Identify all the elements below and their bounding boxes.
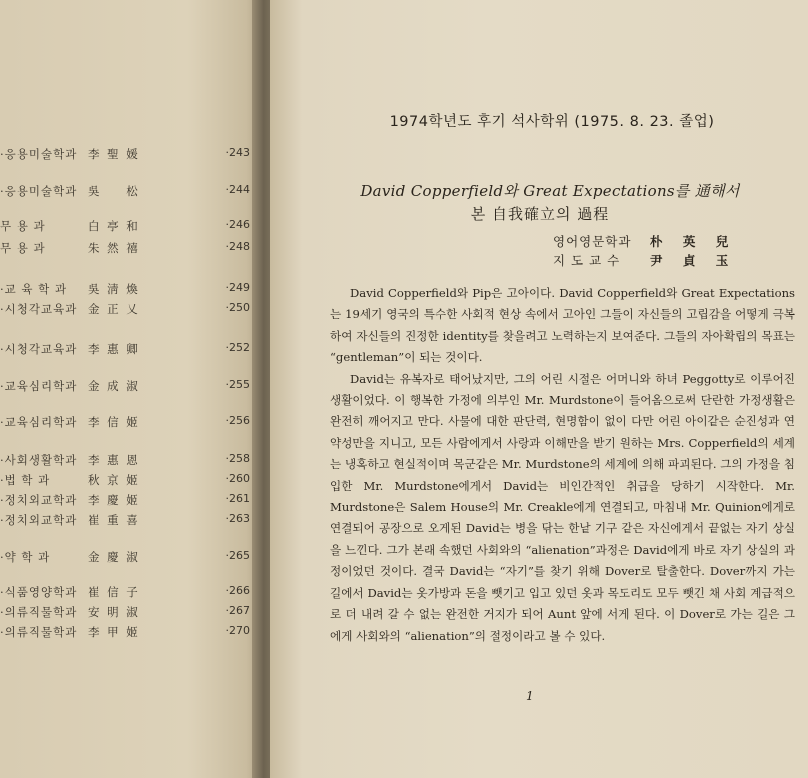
toc-entry <box>0 183 250 199</box>
toc-entry <box>0 301 250 317</box>
right-page <box>270 0 808 778</box>
toc-name: 崔 重 喜 <box>88 513 140 527</box>
toc-dept: ·사회생활학과 <box>0 453 78 467</box>
toc-name: 李 甲 姬 <box>88 625 140 639</box>
author-dept: 영어영문학과 <box>553 234 632 249</box>
toc-name: 朱 然 禧 <box>88 241 140 255</box>
toc-entry <box>0 549 250 565</box>
toc-name: 崔 信 子 <box>88 585 140 599</box>
toc-page-number: ·246 <box>225 218 250 231</box>
toc-page-number: ·270 <box>225 624 250 637</box>
toc-page-number: ·258 <box>225 452 250 465</box>
toc-name: 李 慶 姬 <box>88 493 140 507</box>
left-page <box>0 0 268 778</box>
advisor-name: 尹 貞 玉 <box>650 253 737 268</box>
toc-page-number: ·250 <box>225 301 250 314</box>
toc-page-number: ·256 <box>225 414 250 427</box>
toc-page-number: ·252 <box>225 341 250 354</box>
toc-entry <box>0 240 250 256</box>
toc-entry <box>0 218 250 234</box>
toc-dept: ·응용미술학과 <box>0 147 78 161</box>
toc-name: 李 惠 卿 <box>88 342 140 356</box>
page-number: 1 <box>526 689 534 703</box>
toc-dept: ·식품영양학과 <box>0 585 78 599</box>
toc-entry <box>0 624 250 640</box>
page-heading: 1974학년도 후기 석사학위 (1975. 8. 23. 졸업) <box>389 114 715 130</box>
toc-dept: ·의류직물학과 <box>0 605 78 619</box>
toc-entry <box>0 604 250 620</box>
toc-dept: ·교육심리학과 <box>0 379 78 393</box>
thesis-title-line1: David Copperfield와 Great Expectations를 通해서 <box>360 182 740 200</box>
toc-dept: ·교육심리학과 <box>0 415 78 429</box>
toc-name: 金 成 淑 <box>88 379 140 393</box>
toc-entry <box>0 414 250 430</box>
toc-page-number: ·249 <box>225 281 250 294</box>
toc-entry <box>0 146 250 162</box>
toc-entry <box>0 584 250 600</box>
toc-entry <box>0 281 250 297</box>
toc-dept: ·의류직물학과 <box>0 625 78 639</box>
toc-dept: ·응용미술학과 <box>0 184 78 198</box>
toc-dept: ·교 육 학 과 <box>0 282 68 296</box>
thesis-title-line2: 본 自我確立의 過程 <box>470 205 610 223</box>
toc-dept: ·정치외교학과 <box>0 493 78 507</box>
toc-page-number: ·266 <box>225 584 250 597</box>
toc-name: 吳 松 <box>88 184 140 198</box>
toc-page-number: ·248 <box>225 240 250 253</box>
toc-page-number: ·267 <box>225 604 250 617</box>
toc-dept: 무 용 과 <box>0 241 46 255</box>
toc-page-number: ·243 <box>225 146 250 159</box>
toc-entry <box>0 452 250 468</box>
toc-name: 金 正 乂 <box>88 302 140 316</box>
toc-dept: ·약 학 과 <box>0 550 51 564</box>
toc-entry <box>0 472 250 488</box>
toc-name: 吳 淸 煥 <box>88 282 140 296</box>
toc-entry <box>0 492 250 508</box>
paragraph-1: David Copperfield와 Pip은 고아이다. David Copperfield와 Great Expectations는 19세기 영국의 특수한 사회적 현상 속에서 고아인 그들이 자신들의 고립감을 어떻게 극복하여 자신들의 진정한 identity를 찾을려고 노력하는지 보여준다. 그들의 자아확립의 목표는 “gentleman”이 되는 것이다. <box>330 286 795 365</box>
advisor-label: 지 도 교 수 <box>553 253 621 268</box>
toc-entry <box>0 341 250 357</box>
toc-name: 安 明 淑 <box>88 605 140 619</box>
toc-entry <box>0 512 250 528</box>
toc-name: 李 聖 媛 <box>88 147 140 161</box>
toc-dept: ·시청각교육과 <box>0 302 78 316</box>
toc-entry <box>0 378 250 394</box>
toc-page-number: ·261 <box>225 492 250 505</box>
toc-page-number: ·244 <box>225 183 250 196</box>
toc-name: 李 惠 恩 <box>88 453 140 467</box>
body-text <box>330 283 795 647</box>
toc-name: 白 亭 和 <box>88 219 140 233</box>
toc-dept: 무 용 과 <box>0 219 46 233</box>
toc-name: 李 信 姬 <box>88 415 140 429</box>
paragraph-2: David는 유복자로 태어났지만, 그의 어린 시절은 어머니와 하녀 Peggotty로 이루어진 생활이었다. 이 행복한 가정에 의부인 Mr. Murdstone이 들어옴으로써 단란한 가정생활은 완전히 깨어지고 만다. 사물에 대한 판단력, 현명함이 없이 다만 어린 아이같은 순진성과 연약성만을 지니고, 모든 사람에게서 사랑과 이해만을 받기 원하는 Mrs. Copperfield의 세계는 냉혹하고 현실적이며 목군같은 Mr. Murdstone의 세계에 의해 파괴된다. 그의 가정을 침입한 Mr. Murdstone에게서 David는 비인간적인 취급을 당하기 시작한다. Mr. Murdstone은 Salem House의 Mr. Creakle에게 연결되고, 마침내 Mr. Quinion에게로 연결되어 공장으로 오게된 David는 병을 닦는 한낱 기구 같은 자신에게서 끝없는 자기 상실을 느낀다. 그가 본래 속했던 사회와의 “alienation”과정은 David에게 바로 자기 상실의 과정이었던 것이다. 결국 David는 “자기”를 찾기 위해 Dover로 탈출한다. Dover까지 가는 길에서 David는 옷가방과 돈을 뺏기고 입고 있던 옷과 목도리도 모두 뺏긴 채 사회 계급적으로 더 내려 갈 수 없는 완전한 거지가 되어 Aunt 앞에 서게 된다. 이 Dover로 가는 길은 그에게 사회와의 “alienation”의 절정이라고 볼 수 있다. <box>330 371 795 643</box>
toc-page-number: ·263 <box>225 512 250 525</box>
advisor-row <box>553 251 753 269</box>
toc-page-number: ·260 <box>225 472 250 485</box>
toc-dept: ·시청각교육과 <box>0 342 78 356</box>
author-name: 朴 英 兒 <box>650 234 737 249</box>
author-row <box>553 232 753 250</box>
toc-name: 金 慶 淑 <box>88 550 140 564</box>
toc-dept: ·법 학 과 <box>0 473 51 487</box>
toc-page-number: ·255 <box>225 378 250 391</box>
toc-name: 秋 京 姬 <box>88 473 140 487</box>
toc-page-number: ·265 <box>225 549 250 562</box>
toc-dept: ·정치외교학과 <box>0 513 78 527</box>
